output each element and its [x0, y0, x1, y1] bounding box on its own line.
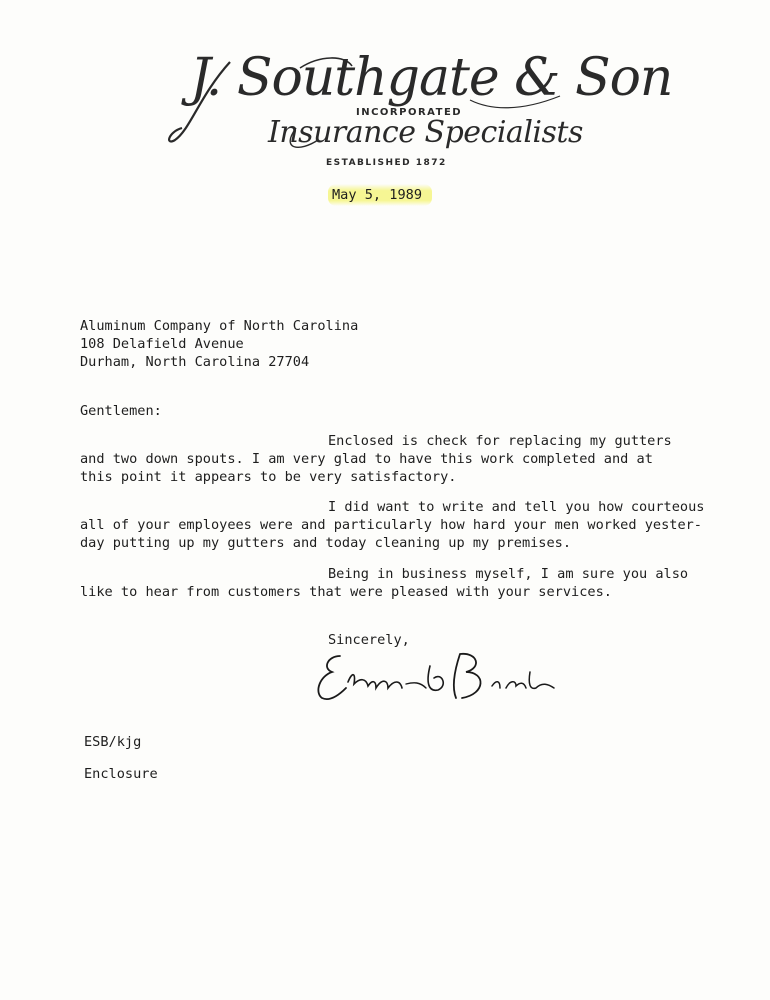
reference-initials: ESB/kjg	[84, 734, 142, 750]
company-name: J. Southgate & Son	[190, 48, 673, 108]
recipient-line-3: Durham, North Carolina 27704	[80, 354, 310, 370]
established-label: ESTABLISHED 1872	[326, 158, 447, 168]
handwritten-signature	[310, 642, 560, 712]
enclosure-note: Enclosure	[84, 766, 158, 782]
paragraph-1-line-2: and two down spouts. I am very glad to have this work completed and at	[80, 451, 653, 467]
recipient-line-2: 108 Delafield Avenue	[80, 336, 244, 352]
salutation: Gentlemen:	[80, 403, 162, 419]
paragraph-1-line-1: Enclosed is check for replacing my gutters	[328, 433, 672, 449]
company-tagline: Insurance Specialists	[268, 115, 583, 150]
paragraph-3-line-2: like to hear from customers that were pleased with your services.	[80, 584, 612, 600]
paragraph-2-line-1: I did want to write and tell you how courteous	[328, 499, 705, 515]
paragraph-3-line-1: Being in business myself, I am sure you also	[328, 566, 689, 582]
closing: Sincerely,	[328, 632, 410, 648]
letter-date: May 5, 1989	[328, 184, 432, 206]
paragraph-1-line-3: this point it appears to be very satisfactory.	[80, 469, 457, 485]
paragraph-2-line-3: day putting up my gutters and today cleaning up my premises.	[80, 535, 572, 551]
incorporated-label: INCORPORATED	[356, 107, 463, 118]
recipient-line-1: Aluminum Company of North Carolina	[80, 318, 359, 334]
paragraph-2-line-2: all of your employees were and particularly how hard your men worked yester-	[80, 517, 702, 533]
letterhead	[0, 0, 770, 180]
